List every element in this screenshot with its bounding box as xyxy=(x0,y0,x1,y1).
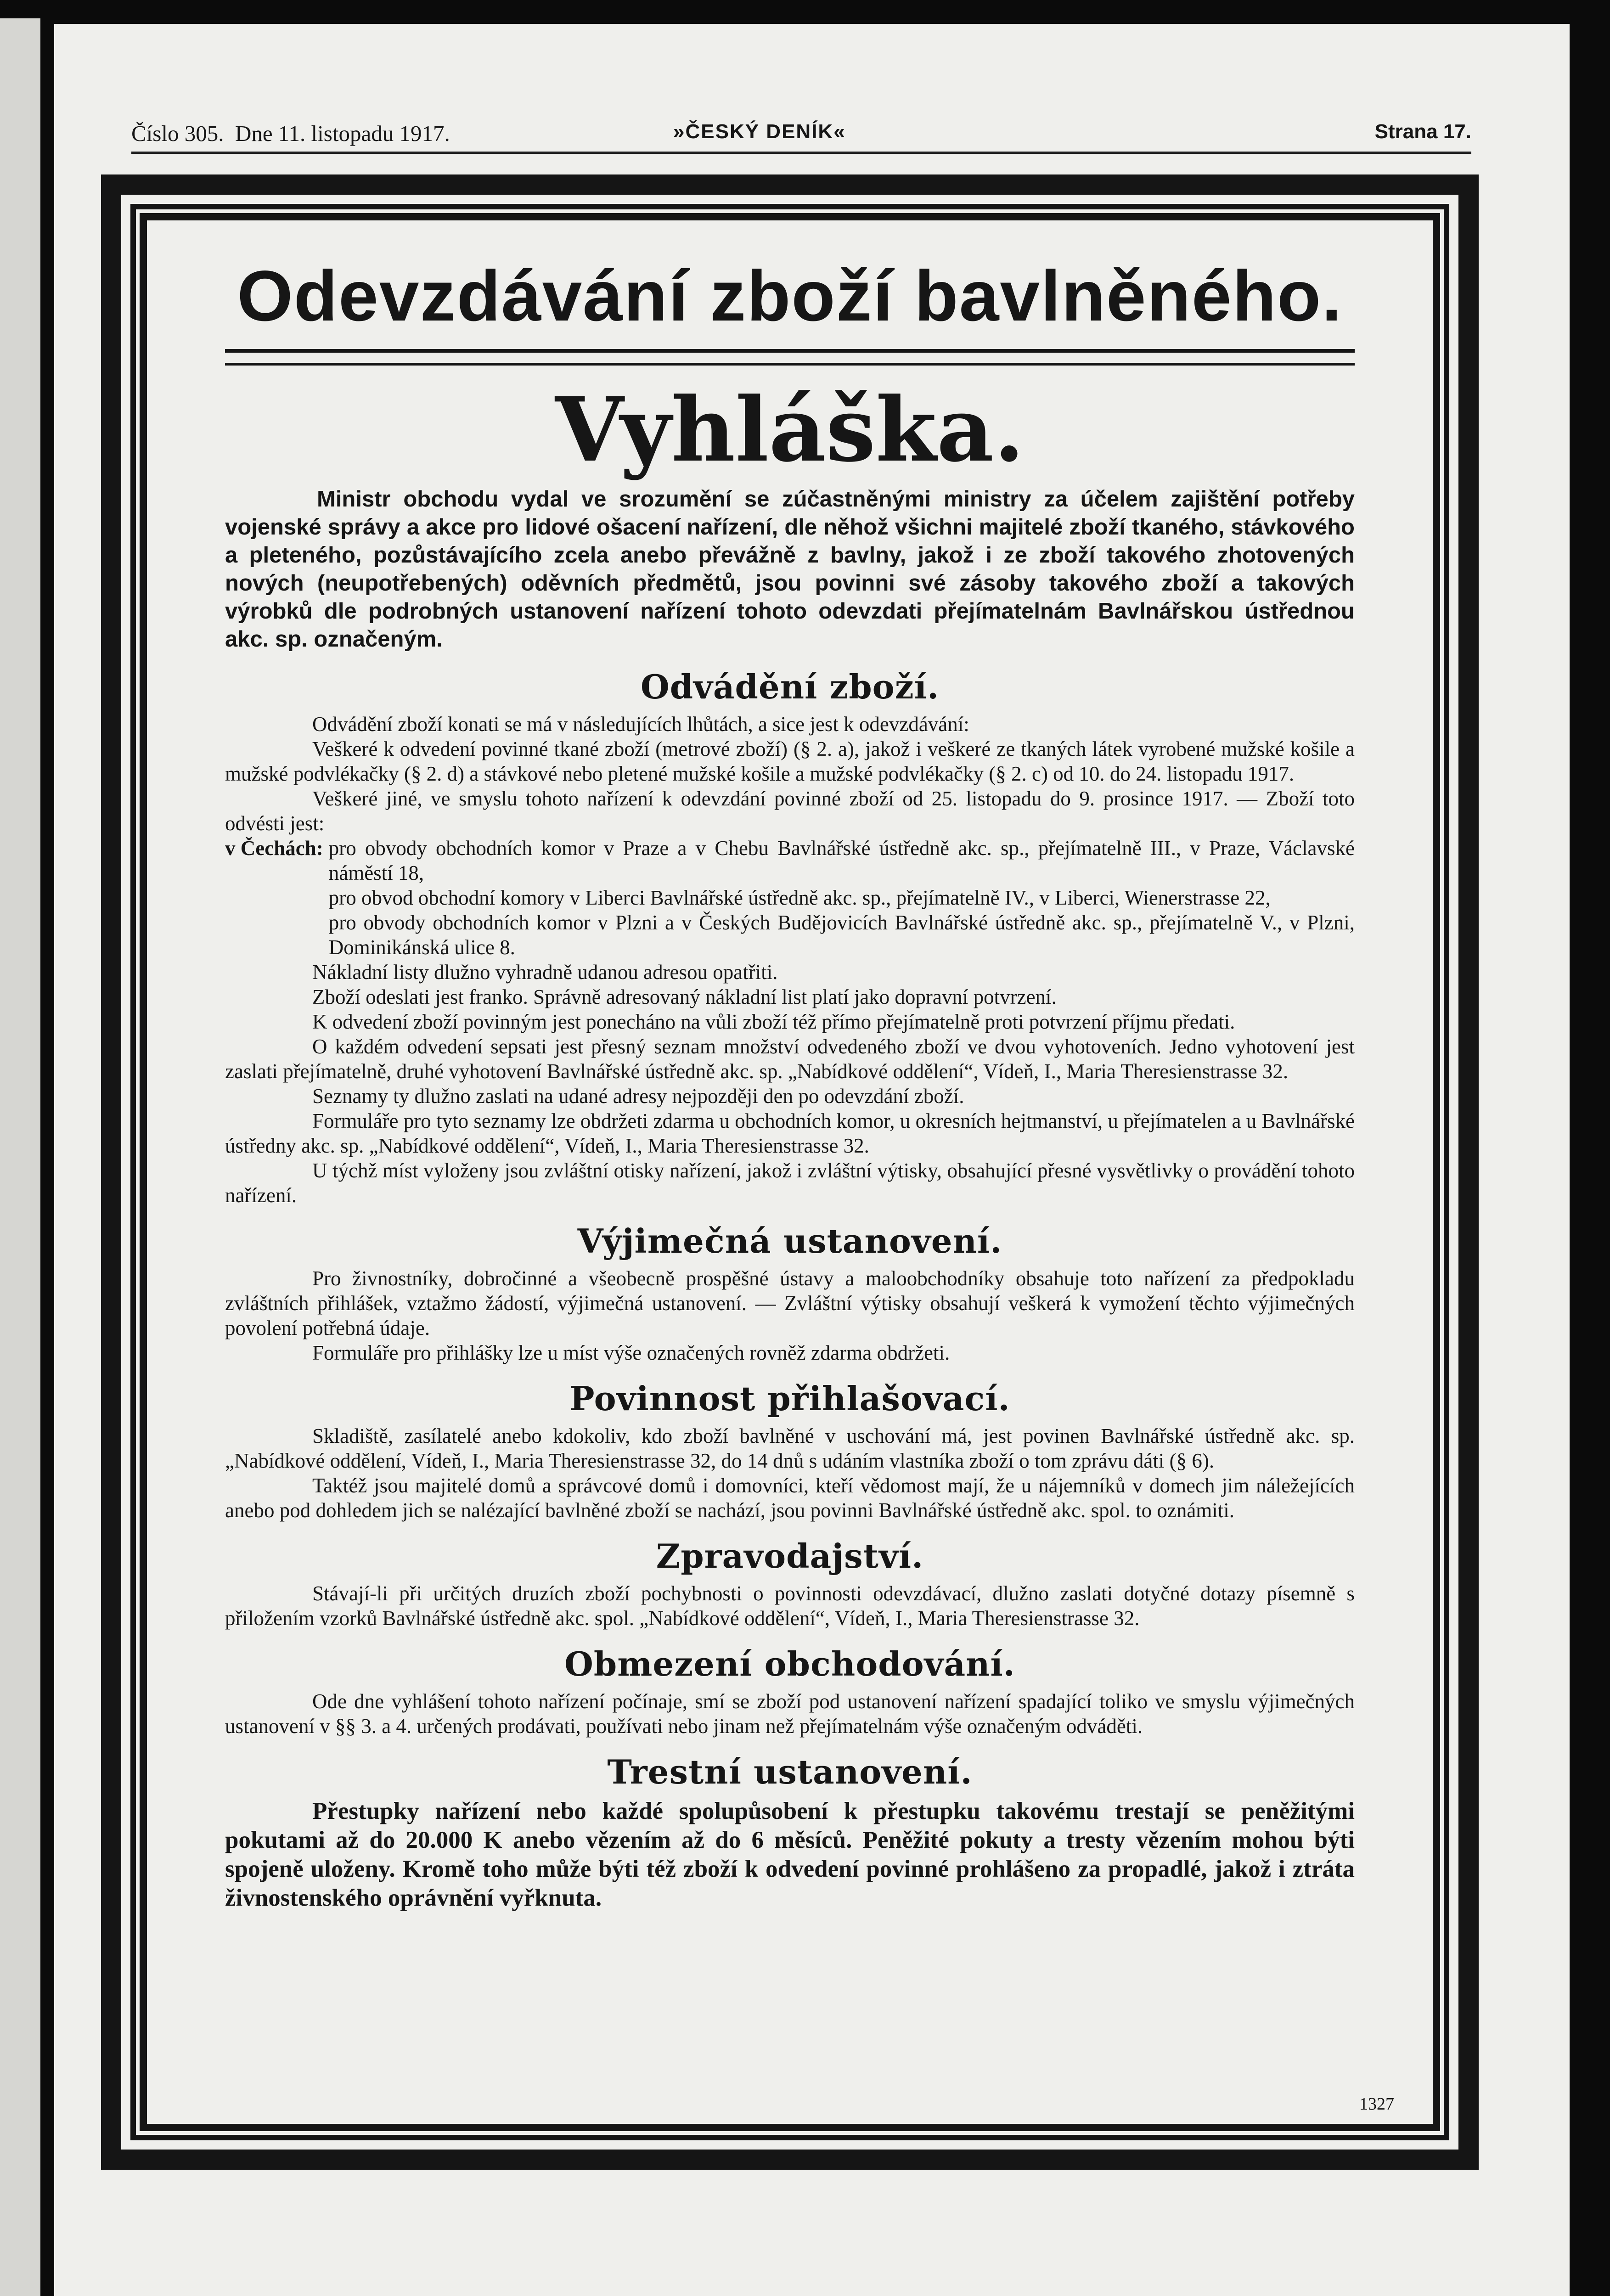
print-number: 1327 xyxy=(1359,2094,1394,2114)
issue-and-date xyxy=(131,120,450,146)
address-prague: pro obvody obchodních komor v Praze a v Chebu Bavlnářské ústředně akc. sp., přejímatelně III., v Praze, Václavské náměstí 18, xyxy=(328,837,1355,885)
bohemia-label: v Čechách: xyxy=(225,837,323,860)
exceptions-paragraph-1: Pro živnostníky, dobročinné a všeobecně prospěšné ústavy a maloobchodníky obsahuje toto nařízení za předpokladu zvláštních přihlášek, vztažmo žádostí, výjimečná ustanovení. — Zvláštní výtisky obsahují veškerá k vymožení těchto výjimečných povolení potřebná údaje. xyxy=(225,1267,1355,1340)
notice-heading: Vyhláška. xyxy=(555,378,1025,482)
delivery-paragraph-1: Odvádění zboží konati se má v následujících lhůtách, a sice jest k odevzdávání: xyxy=(312,713,969,736)
delivery-paragraph-9: Formuláře pro tyto seznamy lze obdržeti zdarma u obchodních komor, u okresních hejtmanství, u přejímatelen a u Bavlnářské ústředny akc. sp. „Nabídkové oddělení“, Vídeň, I., Maria Theresienstrasse 32. xyxy=(225,1109,1355,1158)
title-rule xyxy=(225,349,1355,366)
trade-paragraph-1: Ode dne vyhlášení tohoto nařízení počínaje, smí se zboží pod ustanovení nařízení spadající toliko ve smyslu výjimečných ustanovení v §§ 3. a 4. určených prodávati, používati nebo jinam než přejímatelnám výše označeným odváděti. xyxy=(225,1690,1355,1738)
information-paragraph-1: Stávají-li při určitých druzích zboží pochybnosti o povinnosti odevzdávací, dlužno zaslati dotyčné dotazy písemně s přiložením vzorků Bavlnářské ústředně akc. spol. „Nabídkové oddělení“, Vídeň, I., Maria Theresienstrasse 32. xyxy=(225,1582,1355,1630)
page-number: Strana 17. xyxy=(1374,120,1471,143)
delivery-paragraph-8: Seznamy ty dlužno zaslati na udané adresy nejpozději den po odevzdání zboží. xyxy=(312,1085,964,1108)
exceptions-paragraph-2: Formuláře pro přihlášky lze u míst výše označených rovněž zdarma obdržeti. xyxy=(312,1341,950,1365)
section-title-information: Zpravodajství. xyxy=(656,1536,924,1576)
delivery-paragraph-4: Nákladní listy dlužno vyhradně udanou adresou opatřiti. xyxy=(312,961,778,984)
address-liberec: pro obvod obchodní komory v Liberci Bavlnářské ústředně akc. sp., přejímatelně IV., v Liberci, Wienerstrasse 22, xyxy=(328,886,1271,910)
registration-paragraph-2: Taktéž jsou majitelé domů a správcové domů i domovníci, kteří vědomost mají, že u nájemníků v domech jim náležejících anebo pod dohledem jich se nalézající bavlněné zboží se nachází, jsou povinni Bavlnářské ústředně akc. spol. to oznámiti. xyxy=(225,1474,1355,1522)
section-title-delivery: Odvádění zboží. xyxy=(640,667,940,707)
adjacent-page-edge xyxy=(0,18,40,2296)
delivery-paragraph-5: Zboží odeslati jest franko. Správně adresovaný nákladní list platí jako dopravní potvrzení. xyxy=(312,985,1057,1009)
penal-paragraph-1: Přestupky nařízení nebo každé spolupůsobení k přestupku takovému trestají se peněžitými pokutami až do 20.000 K anebo vězením až do 6 měsíců. Peněžité pokuty a tresty vězením mohou býti spojeně uloženy. Kromě toho může býti též zboží k odvedení povinné prohlášeno za propadlé, jakož i ztráta živnostenského oprávnění vyřknuta. xyxy=(225,1798,1355,1912)
delivery-paragraph-10: U týchž míst vyloženy jsou zvláštní otisky nařízení, jakož i zvláštní výtisky, obsahující přesné vysvětlivky o provádění tohoto nařízení. xyxy=(225,1159,1355,1207)
delivery-paragraph-3: Veškeré jiné, ve smyslu tohoto nařízení k odevzdání povinné zboží od 25. listopadu do 9. prosince 1917. — Zboží toto odvésti jest: xyxy=(225,787,1355,835)
newspaper-name: »ČESKÝ DENÍK« xyxy=(673,120,846,143)
notice-content xyxy=(225,257,1355,1913)
delivery-paragraph-2: Veškeré k odvedení povinné tkané zboží (metrové zboží) (§ 2. a), jakož i veškeré ze tkaných látek vyrobené mužské košile a mužské podvlékačky (§ 2. d) a stávkové nebo pletené mužské košile a mužské podvlékačky (§ 2. c) od 10. do 24. listopadu 1917. xyxy=(225,737,1355,786)
section-title-penal: Trestní ustanovení. xyxy=(607,1752,973,1792)
section-title-registration: Povinnost přihlašovací. xyxy=(569,1379,1010,1418)
page-header xyxy=(131,118,1471,154)
intro-paragraph: Ministr obchodu vydal ve srozumění se zúčastněnými ministry za účelem zajištění potřeby vojenské správy a akce pro lidové ošacení nařízení, dle něhož všichni majitelé zboží tkaného, stávkového a pleteného, pozůstávajícího zcela anebo převážně z bavlny, jakož i ze zboží takového zhotovených nových (neupotřebených) oděvních předmětů, jsou povinni své zásoby takového zboží a takových výrobků dle podrobných ustanovení nařízení tohoto odevzdati přejímatelnám Bavlnářskou ústřednou akc. sp. označeným. xyxy=(225,487,1355,652)
delivery-paragraph-7: O každém odvedení sepsati jest přesný seznam množství odvedeného zboží ve dvou vyhotoveních. Jedno vyhotovení jest zaslati přejímatelně, druhé vyhotovení Bavlnářské ústředně akc. sp. „Nabídkové oddělení“, Vídeň, I., Maria Theresienstrasse 32. xyxy=(225,1035,1355,1083)
notice-title: Odevzdávání zboží bavlněného. xyxy=(237,256,1343,336)
issue-number: Číslo 305. xyxy=(131,121,224,146)
issue-date: Dne 11. listopadu 1917. xyxy=(235,121,450,146)
section-title-trade: Obmezení obchodování. xyxy=(564,1644,1015,1684)
registration-paragraph-1: Skladiště, zasílatelé anebo kdokoliv, kdo zboží bavlněné v uschování má, jest povinen Bavlnářské ústředně akc. sp. „Nabídkové oddělení, Vídeň, I., Maria Theresienstrasse 32, do 14 dnů s udáním vlastníka zboží o tom zprávu dáti (§ 6). xyxy=(225,1424,1355,1473)
delivery-paragraph-6: K odvedení zboží povinným jest ponecháno na vůli zboží též přímo přejímatelně proti potvrzení příjmu předati. xyxy=(312,1010,1235,1034)
section-title-exceptions: Výjimečná ustanovení. xyxy=(577,1221,1002,1261)
bohemia-addresses xyxy=(225,836,1355,960)
address-plzen: pro obvody obchodních komor v Plzni a v Českých Budějovicích Bavlnářské ústředně akc. sp., přejímatelně V., v Plzni, Dominikánská ulice 8. xyxy=(328,911,1355,959)
